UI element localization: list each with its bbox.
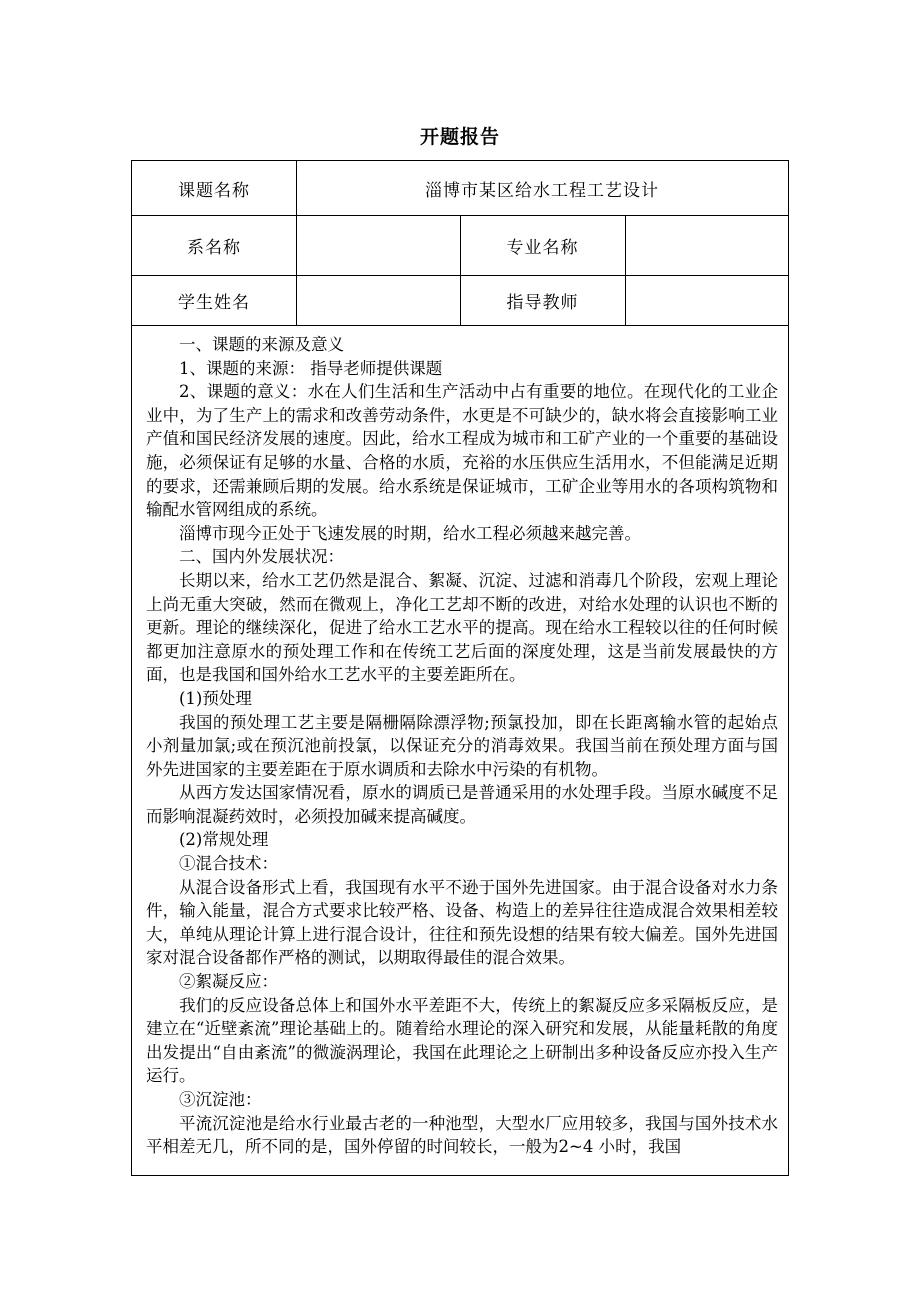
student-label: 学生姓名	[178, 292, 250, 313]
subsection-heading: ②絮凝反应：	[179, 972, 278, 992]
student-value	[296, 275, 460, 325]
table-rule	[132, 325, 788, 326]
major-label: 专业名称	[506, 237, 579, 258]
paragraph: 2、课题的意义：水在人们生活和生产活动中占有重要的地位。在现代化的工业企业中，为了生产上的需求和改善劳动条件，水更是不可缺少的，缺水将会直接影响工业产值和国民经济发展的速度。因此，给水工程成为城市和工矿产业的一个重要的基础设施，必须保证有足够的水量、合格的水质，充裕的水压供应生活用水，不但能满足近期的要求，还需兼顾后期的发展。给水系统是保证城市，工矿企业等用水的各项构筑物和输配水管网组成的系统。	[146, 382, 778, 520]
dept-label: 系名称	[187, 237, 241, 258]
subsection-heading: (1)预处理	[179, 688, 252, 708]
paragraph: 平流沉淀池是给水行业最古老的一种池型，大型水厂应用较多，我国与国外技术水平相差无几，所不同的是，国外停留的时间较长，一般为2~4 小时，我国	[146, 1113, 778, 1157]
subsection-heading: (2)常规处理	[179, 830, 269, 850]
major-value	[625, 215, 788, 275]
paragraph: 1、课题的来源： 指导老师提供课题	[179, 358, 443, 378]
section-heading: 一、课题的来源及意义	[179, 335, 344, 354]
paragraph: 我们的反应设备总体上和国外水平差距不大，传统上的絮凝反应多采隔板反应，是建立在“近壁紊流”理论基础上的。随着给水理论的深入研究和发展，从能量耗散的角度出发提出“自由紊流”的微漩涡理论，我国在此理论之上研制出多种设备反应亦投入生产运行。	[146, 995, 778, 1086]
advisor-label: 指导教师	[506, 292, 579, 313]
dept-value	[296, 215, 460, 275]
paragraph: 我国的预处理工艺主要是隔栅隔除漂浮物;预氯投加，即在长距离输水管的起始点小剂量加氯;或在预沉池前投氯，以保证充分的消毒效果。我国当前在预处理方面与国外先进国家的主要差距在于原水调质和去除水中污染的有机物。	[146, 712, 778, 779]
topic-label: 课题名称	[178, 180, 250, 201]
report-table	[131, 160, 789, 1176]
paragraph: 淄博市现今正处于飞速发展的时期，给水工程必须越来越完善。	[179, 523, 641, 543]
document-title: 开题报告	[419, 126, 500, 148]
topic-value: 淄博市某区给水工程工艺设计	[425, 180, 659, 201]
paragraph: 长期以来，给水工艺仍然是混合、絮凝、沉淀、过滤和消毒几个阶段，宏观上理论上尚无重大突破，然而在微观上，净化工艺却不断的改进，对给水处理的认识也不断的更新。理论的继续深化，促进了给水工艺水平的提高。现在给水工程较以往的任何时候都更加注意原水的预处理工作和在传统工艺后面的深度处理，这是当前发展最快的方面，也是我国和国外给水工艺水平的主要差距所在。	[146, 570, 778, 685]
subsection-heading: ①混合技术：	[179, 854, 278, 874]
paragraph: 从西方发达国家情况看，原水的调质已是普通采用的水处理手段。当原水碱度不足而影响混凝药效时，必须投加碱来提高碱度。	[146, 783, 778, 826]
subsection-heading: ③沉淀池：	[179, 1090, 262, 1109]
section-heading: 二、国内外发展状况：	[179, 547, 344, 567]
paragraph: 从混合设备形式上看，我国现有水平不逊于国外先进国家。由于混合设备对水力条件，输入能量，混合方式要求比较严格、设备、构造上的差异往往造成混合效果相差较大，单纯从理论计算上进行混合设计，往往和预先设想的结果有较大偏差。国外先进国家对混合设备都作严格的测试，以期取得最佳的混合效果。	[146, 877, 778, 968]
advisor-value	[625, 275, 788, 325]
report-body	[146, 333, 778, 1159]
